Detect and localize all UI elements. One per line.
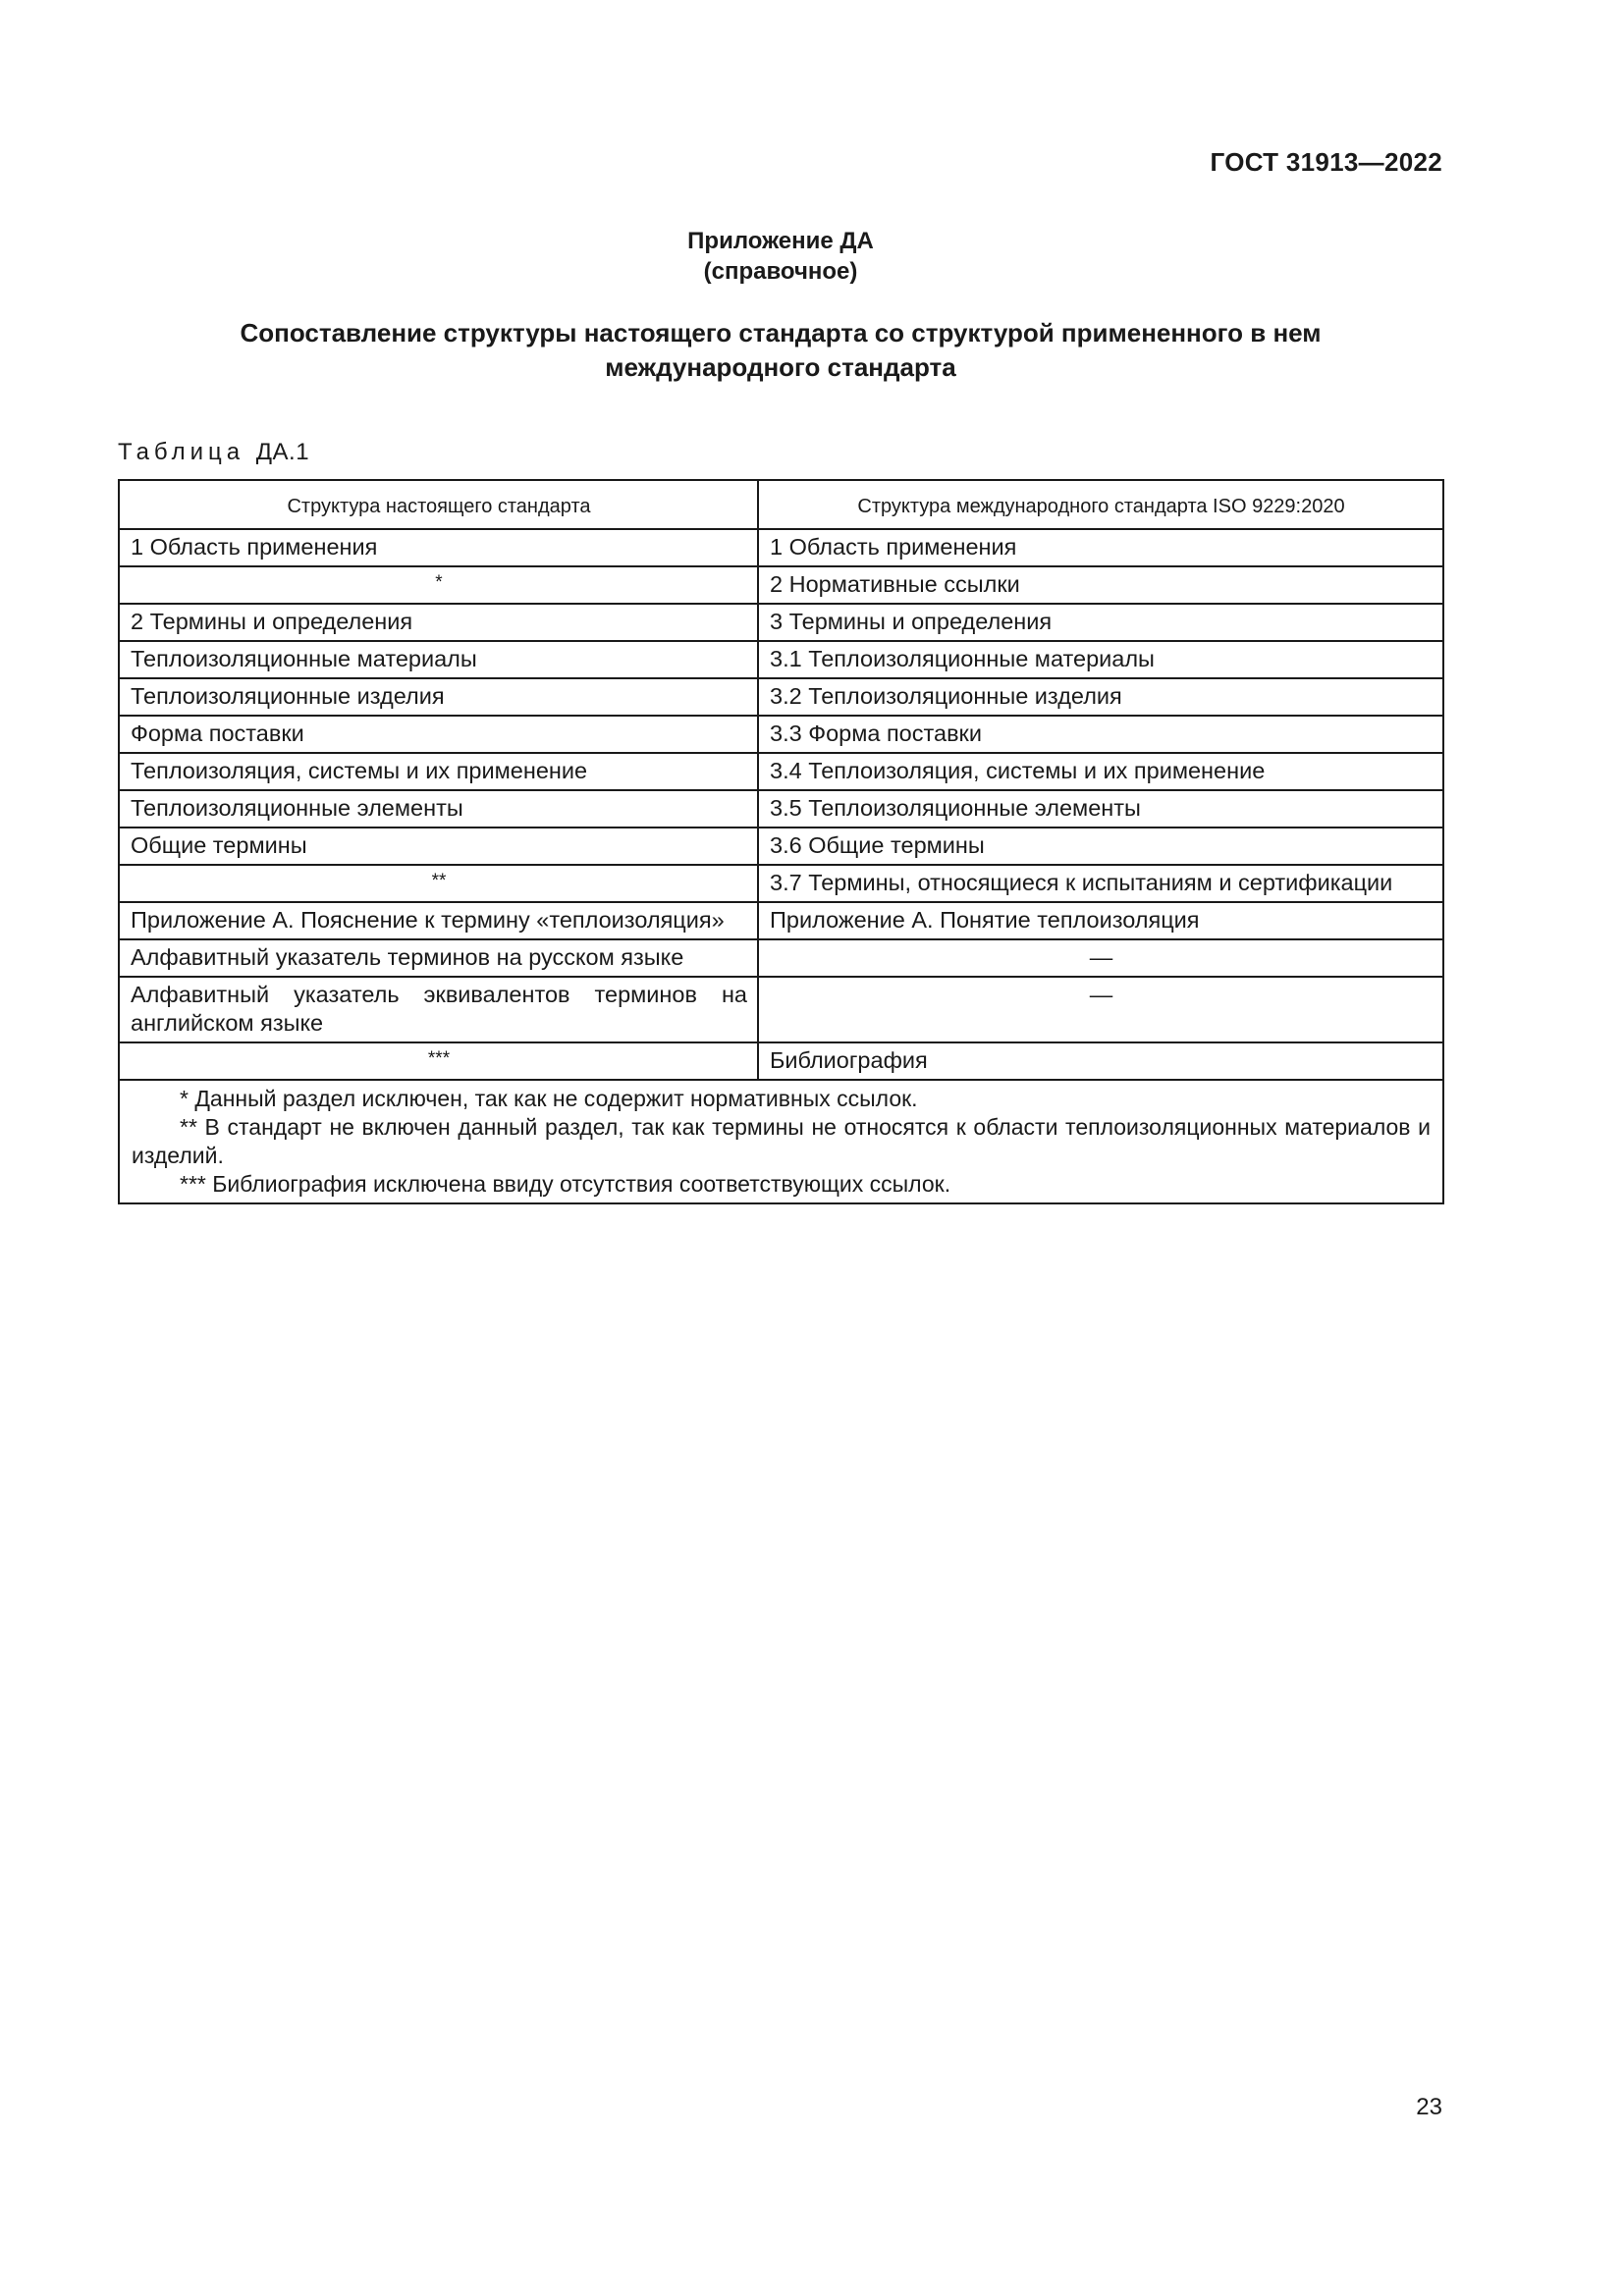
table-cell: 3.7 Термины, относящиеся к испытаниям и сертификации <box>758 865 1443 902</box>
table-cell: 3.5 Теплоизоляционные элементы <box>758 790 1443 828</box>
table-row <box>119 828 1443 865</box>
table-header-row <box>119 480 1443 529</box>
table-row <box>119 604 1443 641</box>
table-row <box>119 865 1443 902</box>
table-cell: ** <box>119 865 758 902</box>
table-cell: 3.2 Теплоизоляционные изделия <box>758 678 1443 716</box>
table-cell: Библиография <box>758 1042 1443 1080</box>
table-row <box>119 753 1443 790</box>
table-caption <box>118 439 309 466</box>
table-cell: * <box>119 566 758 604</box>
table-row <box>119 902 1443 939</box>
table-cell: 2 Термины и определения <box>119 604 758 641</box>
table-row <box>119 1042 1443 1080</box>
table-notes-row <box>119 1080 1443 1203</box>
column-header-national: Структура настоящего стандарта <box>119 480 758 529</box>
table-cell: 2 Нормативные ссылки <box>758 566 1443 604</box>
table-cell: Теплоизоляционные элементы <box>119 790 758 828</box>
table-caption-label: Таблица <box>118 439 245 465</box>
table-row <box>119 641 1443 678</box>
appendix-header <box>0 226 1561 287</box>
table-cell: 3.4 Теплоизоляция, системы и их применение <box>758 753 1443 790</box>
table-cell: Приложение А. Понятие теплоизоляция <box>758 902 1443 939</box>
table-cell: Приложение А. Пояснение к термину «теплоизоляция» <box>119 902 758 939</box>
column-header-international: Структура международного стандарта ISO 9229:2020 <box>758 480 1443 529</box>
table-cell: 3.3 Форма поставки <box>758 716 1443 753</box>
table-cell: 1 Область применения <box>758 529 1443 566</box>
table-cell: Общие термины <box>119 828 758 865</box>
appendix-status: (справочное) <box>703 258 858 285</box>
appendix-heading <box>118 316 1443 385</box>
table-cell: Алфавитный указатель терминов на русском языке <box>119 939 758 977</box>
table-notes <box>119 1080 1443 1203</box>
table-cell: 3.1 Теплоизоляционные материалы <box>758 641 1443 678</box>
table-note: ** В стандарт не включен данный раздел, так как термины не относятся к области теплоизоляционных материалов и изделий. <box>132 1114 1431 1168</box>
table-row <box>119 977 1443 1042</box>
appendix-title: Приложение ДА <box>687 228 874 254</box>
table-cell: *** <box>119 1042 758 1080</box>
table-note: *** Библиография исключена ввиду отсутствия соответствующих ссылок. <box>180 1171 951 1197</box>
appendix-heading-line-1: Сопоставление структуры настоящего стандарта со структурой примененного в нем <box>240 318 1322 347</box>
table-row <box>119 939 1443 977</box>
appendix-heading-line-2: международного стандарта <box>605 352 956 382</box>
table-cell: Теплоизоляционные изделия <box>119 678 758 716</box>
table-cell: Форма поставки <box>119 716 758 753</box>
table-caption-number: ДА.1 <box>255 439 310 465</box>
table-row <box>119 790 1443 828</box>
table-row <box>119 678 1443 716</box>
table-cell: 1 Область применения <box>119 529 758 566</box>
page-number: 23 <box>1416 2094 1442 2120</box>
table-cell: 3.6 Общие термины <box>758 828 1443 865</box>
table-cell: Теплоизоляционные материалы <box>119 641 758 678</box>
document-code: ГОСТ 31913—2022 <box>1210 147 1442 177</box>
table-row <box>119 529 1443 566</box>
table-row <box>119 716 1443 753</box>
table-cell: — <box>758 977 1443 1042</box>
comparison-table <box>118 479 1444 1204</box>
table-cell: — <box>758 939 1443 977</box>
table-note: * Данный раздел исключен, так как не содержит нормативных ссылок. <box>180 1086 918 1111</box>
table-cell: Алфавитный указатель эквивалентов терминов на английском языке <box>119 977 758 1042</box>
table-cell: 3 Термины и определения <box>758 604 1443 641</box>
table-cell: Теплоизоляция, системы и их применение <box>119 753 758 790</box>
table-row <box>119 566 1443 604</box>
